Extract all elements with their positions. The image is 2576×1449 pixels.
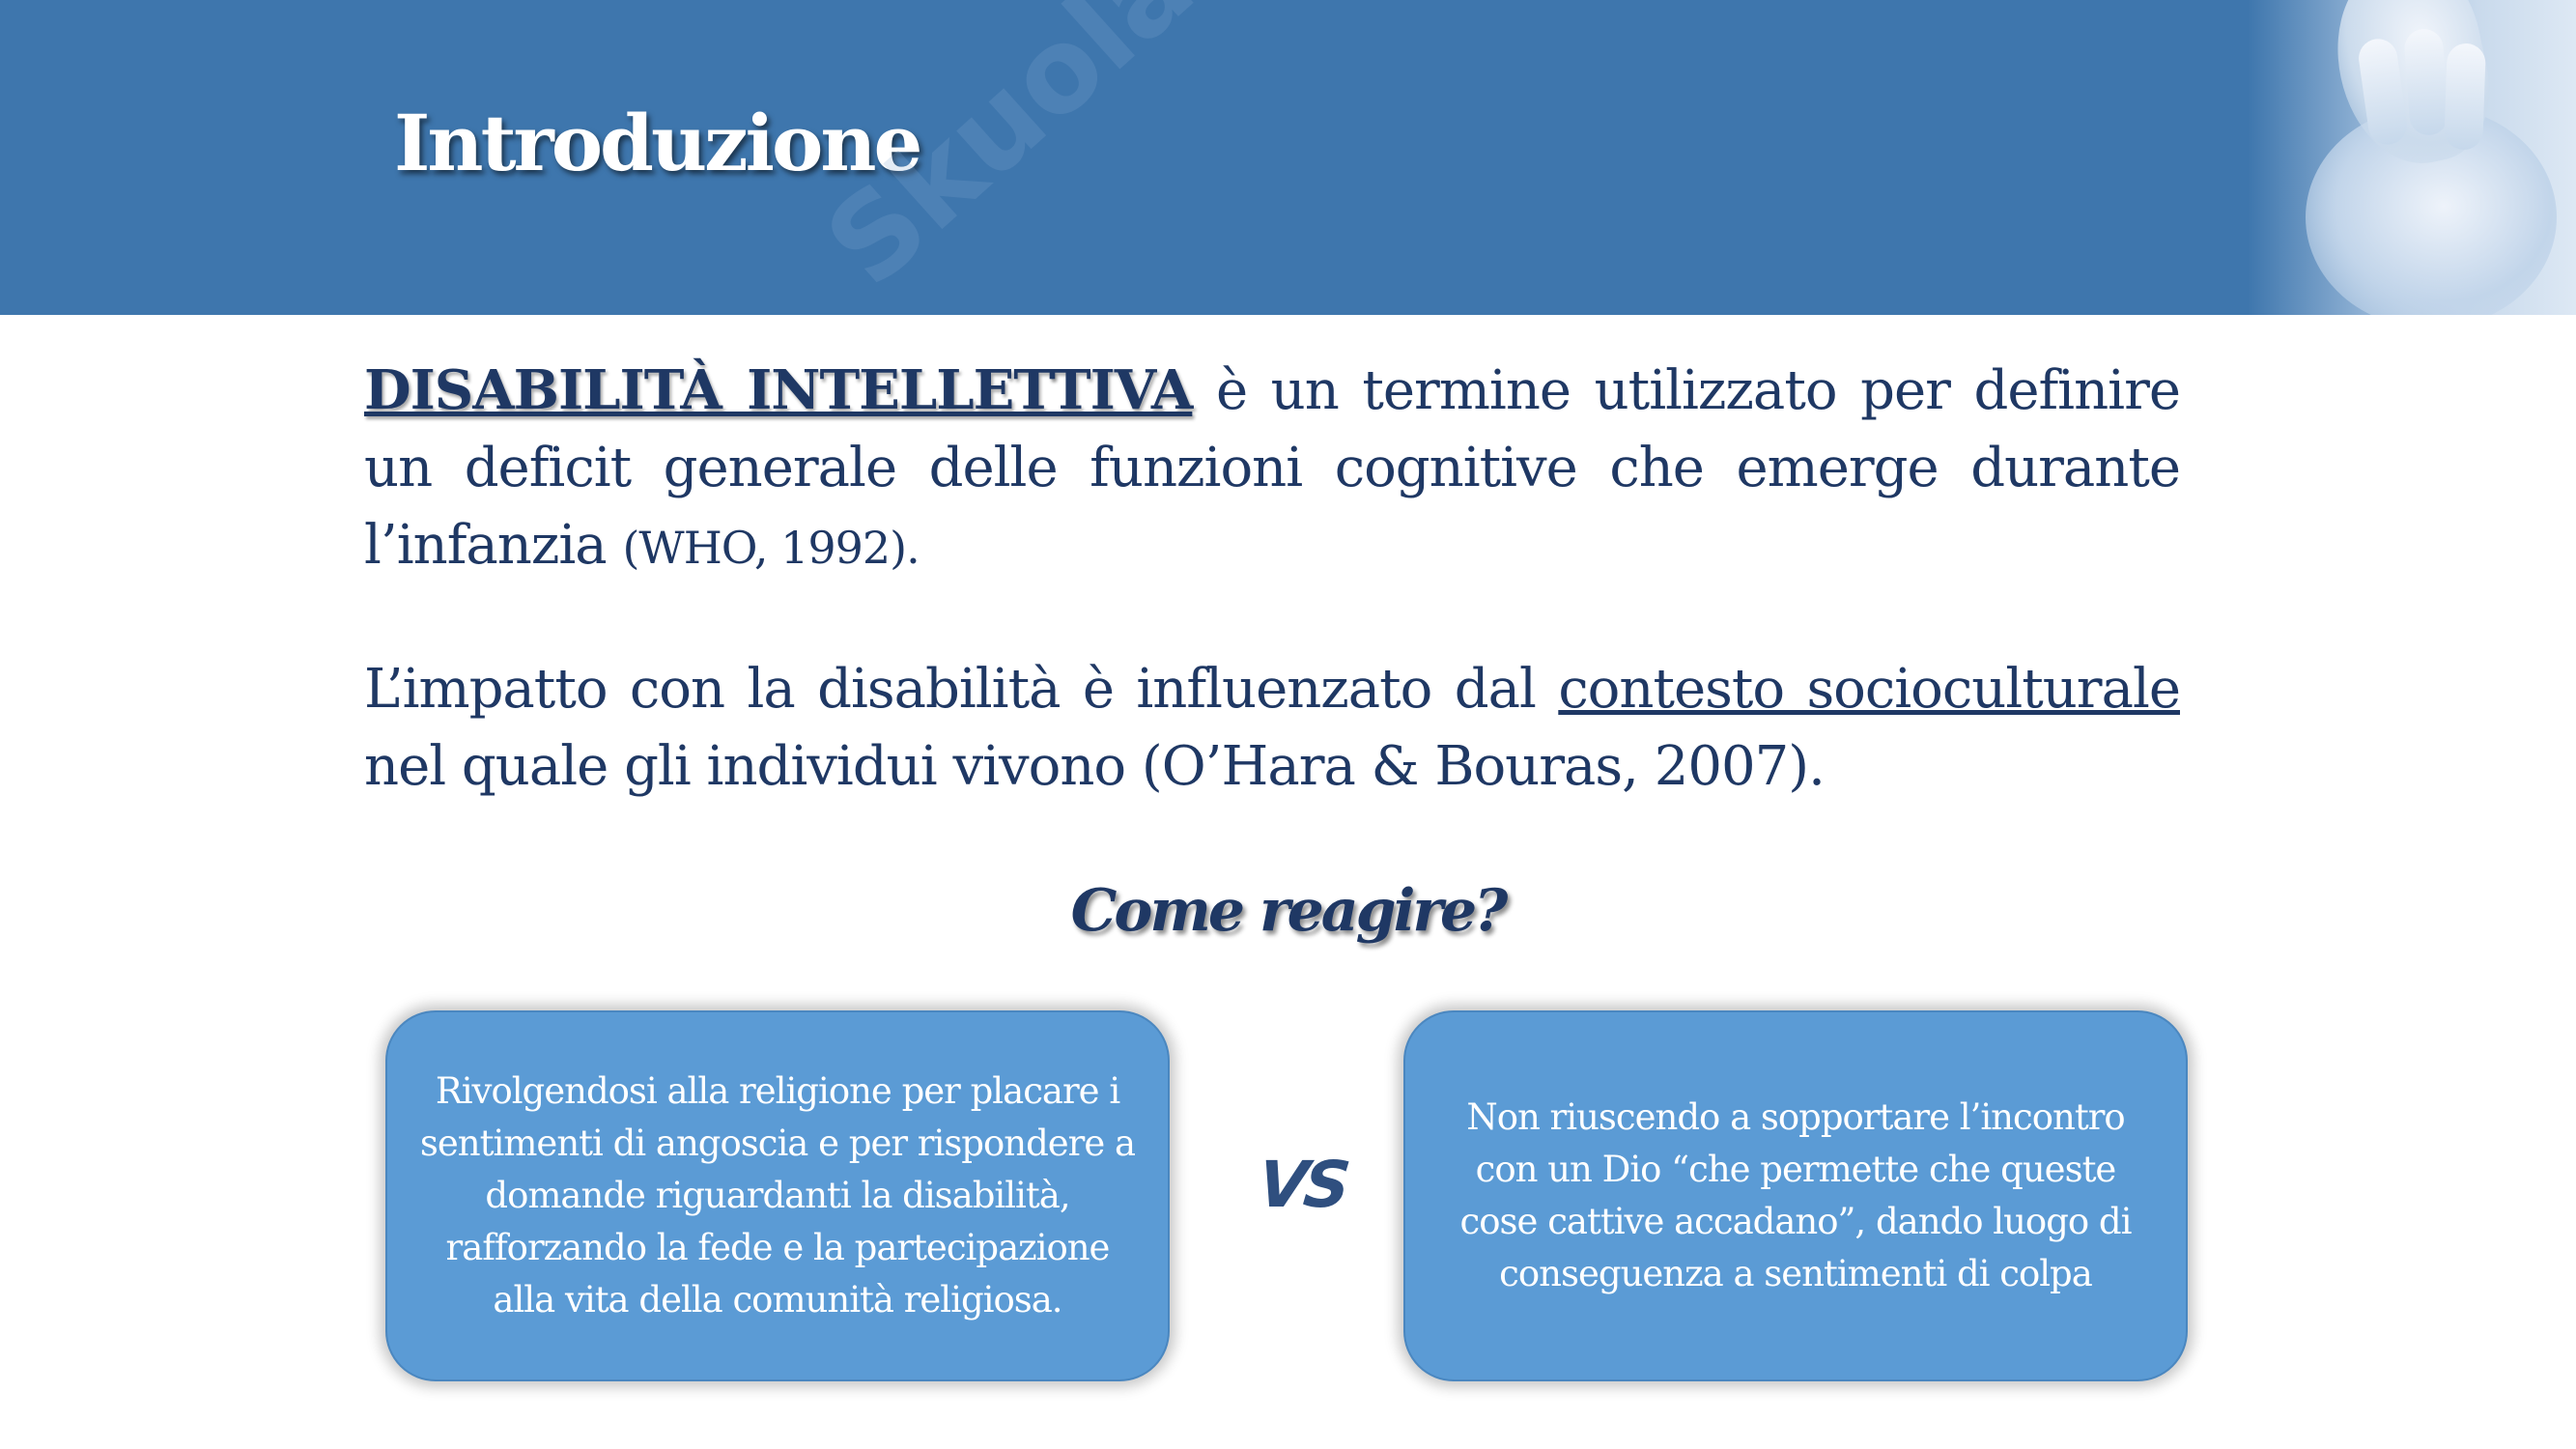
definition-term: DISABILITÀ INTELLETTIVA — [364, 358, 1193, 422]
slide-header — [0, 0, 2576, 315]
slide-title: Introduzione — [394, 98, 920, 188]
religion-reaction-text: Rivolgendosi alla religione per placare i sentimenti di angoscia e per rispondere a domande riguardanti la disabilità, rafforzando la fede e la partecipazione alla vita della comunità religiosa. — [419, 1070, 1136, 1321]
definition-citation: (WHO, 1992). — [622, 522, 920, 574]
finger-3 — [2444, 43, 2486, 150]
versus-label: VS — [1254, 1148, 1350, 1222]
impact-text-after: nel quale gli individui vivono (O’Hara & Bouras, 2007). — [364, 735, 1825, 798]
guilt-reaction-text: Non riuscendo a sopportare l’incontro con un Dio “che permette che queste cose cattive accadano”, dando luogo di conseguenza a sentimenti di colpa — [1459, 1096, 2132, 1294]
definition-text: è un termine utilizzato per definire un deficit generale delle funzioni cognitive che emerge durante l’infanzia — [364, 359, 2180, 577]
impact-paragraph — [364, 651, 2180, 806]
religion-reaction-box — [385, 1010, 1170, 1381]
question-heading: Come reagire? — [1070, 877, 1506, 945]
hands-photo — [2248, 0, 2576, 315]
impact-text-before: L’impatto con la disabilità è influenzato dal — [364, 658, 1559, 721]
definition-paragraph — [364, 352, 2180, 586]
finger-2 — [2403, 28, 2449, 137]
impact-underlined-term: contesto socioculturale — [1558, 658, 2181, 721]
guilt-reaction-box — [1403, 1010, 2188, 1381]
